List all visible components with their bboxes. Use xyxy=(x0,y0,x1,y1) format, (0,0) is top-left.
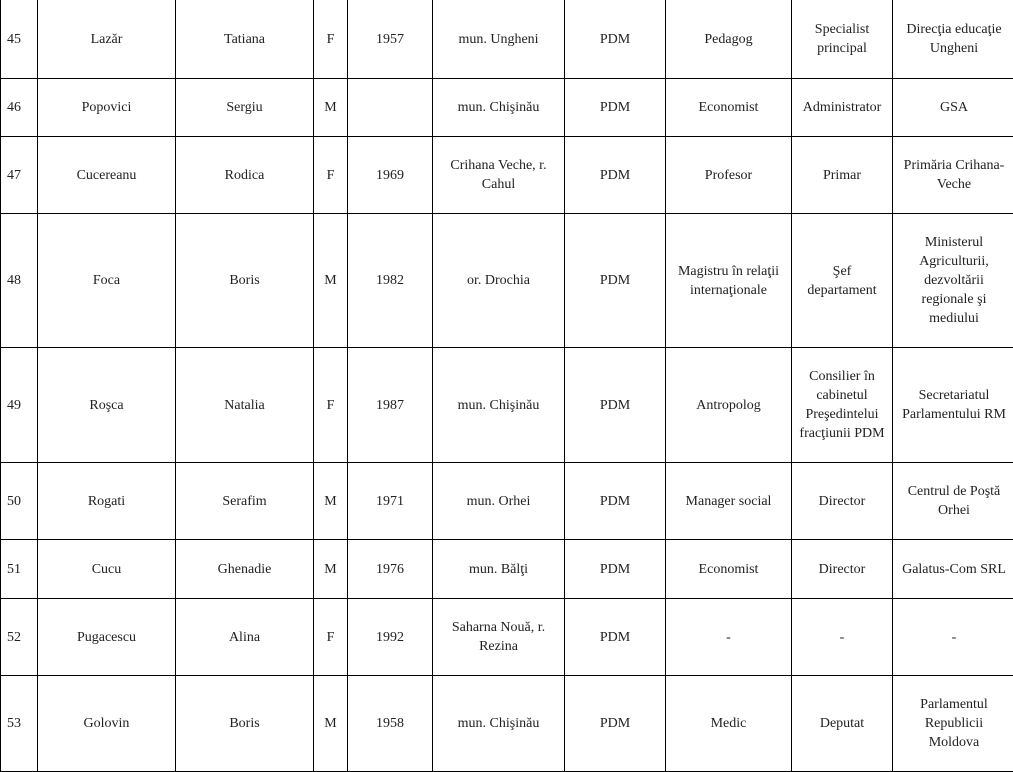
last-name-cell: Popovici xyxy=(38,79,176,137)
position-cell: - xyxy=(792,599,893,676)
locality-cell: mun. Chişinău xyxy=(433,348,565,463)
profession-cell: Profesor xyxy=(666,137,792,214)
workplace-cell: Secretariatul Parlamentului RM xyxy=(893,348,1013,463)
last-name-cell: Cucereanu xyxy=(38,137,176,214)
locality-cell: mun. Orhei xyxy=(433,463,565,540)
workplace-cell: Direcţia educaţie Ungheni xyxy=(893,0,1013,79)
workplace-cell: Ministerul Agriculturii, dezvoltării regionale şi mediului xyxy=(893,214,1013,348)
position-cell: Şef departament xyxy=(792,214,893,348)
locality-cell: mun. Chişinău xyxy=(433,79,565,137)
position-cell: Director xyxy=(792,540,893,599)
workplace-cell: - xyxy=(893,599,1013,676)
last-name-cell: Rogati xyxy=(38,463,176,540)
table-row xyxy=(1,0,1013,79)
row-number: 50 xyxy=(1,463,38,540)
first-name-cell: Boris xyxy=(176,214,314,348)
first-name-cell: Sergiu xyxy=(176,79,314,137)
table-body xyxy=(1,0,1013,772)
last-name-cell: Golovin xyxy=(38,676,176,772)
table-row xyxy=(1,599,1013,676)
profession-cell: - xyxy=(666,599,792,676)
table-row xyxy=(1,214,1013,348)
locality-cell: Crihana Veche, r. Cahul xyxy=(433,137,565,214)
sex-cell: M xyxy=(314,540,348,599)
row-number: 45 xyxy=(1,0,38,79)
last-name-cell: Roşca xyxy=(38,348,176,463)
profession-cell: Pedagog xyxy=(666,0,792,79)
sex-cell: F xyxy=(314,137,348,214)
first-name-cell: Natalia xyxy=(176,348,314,463)
position-cell: Primar xyxy=(792,137,893,214)
party-cell: PDM xyxy=(565,676,666,772)
locality-cell: mun. Chişinău xyxy=(433,676,565,772)
first-name-cell: Serafim xyxy=(176,463,314,540)
row-number: 48 xyxy=(1,214,38,348)
row-number: 52 xyxy=(1,599,38,676)
position-cell: Deputat xyxy=(792,676,893,772)
birth-year-cell: 1992 xyxy=(348,599,433,676)
sex-cell: F xyxy=(314,0,348,79)
sex-cell: M xyxy=(314,214,348,348)
last-name-cell: Foca xyxy=(38,214,176,348)
profession-cell: Economist xyxy=(666,79,792,137)
locality-cell: Saharna Nouă, r. Rezina xyxy=(433,599,565,676)
first-name-cell: Alina xyxy=(176,599,314,676)
party-cell: PDM xyxy=(565,137,666,214)
table-row xyxy=(1,348,1013,463)
row-number: 53 xyxy=(1,676,38,772)
first-name-cell: Ghenadie xyxy=(176,540,314,599)
party-cell: PDM xyxy=(565,214,666,348)
table-row xyxy=(1,676,1013,772)
sex-cell: M xyxy=(314,463,348,540)
workplace-cell: Centrul de Poştă Orhei xyxy=(893,463,1013,540)
birth-year-cell: 1958 xyxy=(348,676,433,772)
sex-cell: F xyxy=(314,348,348,463)
position-cell: Administrator xyxy=(792,79,893,137)
position-cell: Director xyxy=(792,463,893,540)
table-row xyxy=(1,463,1013,540)
profession-cell: Medic xyxy=(666,676,792,772)
locality-cell: mun. Ungheni xyxy=(433,0,565,79)
party-cell: PDM xyxy=(565,540,666,599)
last-name-cell: Lazăr xyxy=(38,0,176,79)
party-cell: PDM xyxy=(565,79,666,137)
row-number: 47 xyxy=(1,137,38,214)
position-cell: Consilier în cabinetul Preşedintelui fracţiunii PDM xyxy=(792,348,893,463)
row-number: 46 xyxy=(1,79,38,137)
last-name-cell: Cucu xyxy=(38,540,176,599)
birth-year-cell: 1971 xyxy=(348,463,433,540)
sex-cell: M xyxy=(314,79,348,137)
profession-cell: Antropolog xyxy=(666,348,792,463)
first-name-cell: Boris xyxy=(176,676,314,772)
sex-cell: F xyxy=(314,599,348,676)
locality-cell: or. Drochia xyxy=(433,214,565,348)
sex-cell: M xyxy=(314,676,348,772)
party-cell: PDM xyxy=(565,0,666,79)
birth-year-cell: 1957 xyxy=(348,0,433,79)
party-cell: PDM xyxy=(565,348,666,463)
workplace-cell: Primăria Crihana-Veche xyxy=(893,137,1013,214)
first-name-cell: Tatiana xyxy=(176,0,314,79)
birth-year-cell: 1987 xyxy=(348,348,433,463)
locality-cell: mun. Bălţi xyxy=(433,540,565,599)
table-row xyxy=(1,540,1013,599)
workplace-cell: Galatus-Com SRL xyxy=(893,540,1013,599)
table-row xyxy=(1,79,1013,137)
first-name-cell: Rodica xyxy=(176,137,314,214)
position-cell: Specialist principal xyxy=(792,0,893,79)
birth-year-cell: 1976 xyxy=(348,540,433,599)
birth-year-cell: 1969 xyxy=(348,137,433,214)
row-number: 49 xyxy=(1,348,38,463)
profession-cell: Economist xyxy=(666,540,792,599)
last-name-cell: Pugacescu xyxy=(38,599,176,676)
birth-year-cell xyxy=(348,79,433,137)
birth-year-cell: 1982 xyxy=(348,214,433,348)
profession-cell: Manager social xyxy=(666,463,792,540)
row-number: 51 xyxy=(1,540,38,599)
party-cell: PDM xyxy=(565,463,666,540)
party-cell: PDM xyxy=(565,599,666,676)
workplace-cell: GSA xyxy=(893,79,1013,137)
table-row xyxy=(1,137,1013,214)
profession-cell: Magistru în relaţii internaţionale xyxy=(666,214,792,348)
workplace-cell: Parlamentul Republicii Moldova xyxy=(893,676,1013,772)
